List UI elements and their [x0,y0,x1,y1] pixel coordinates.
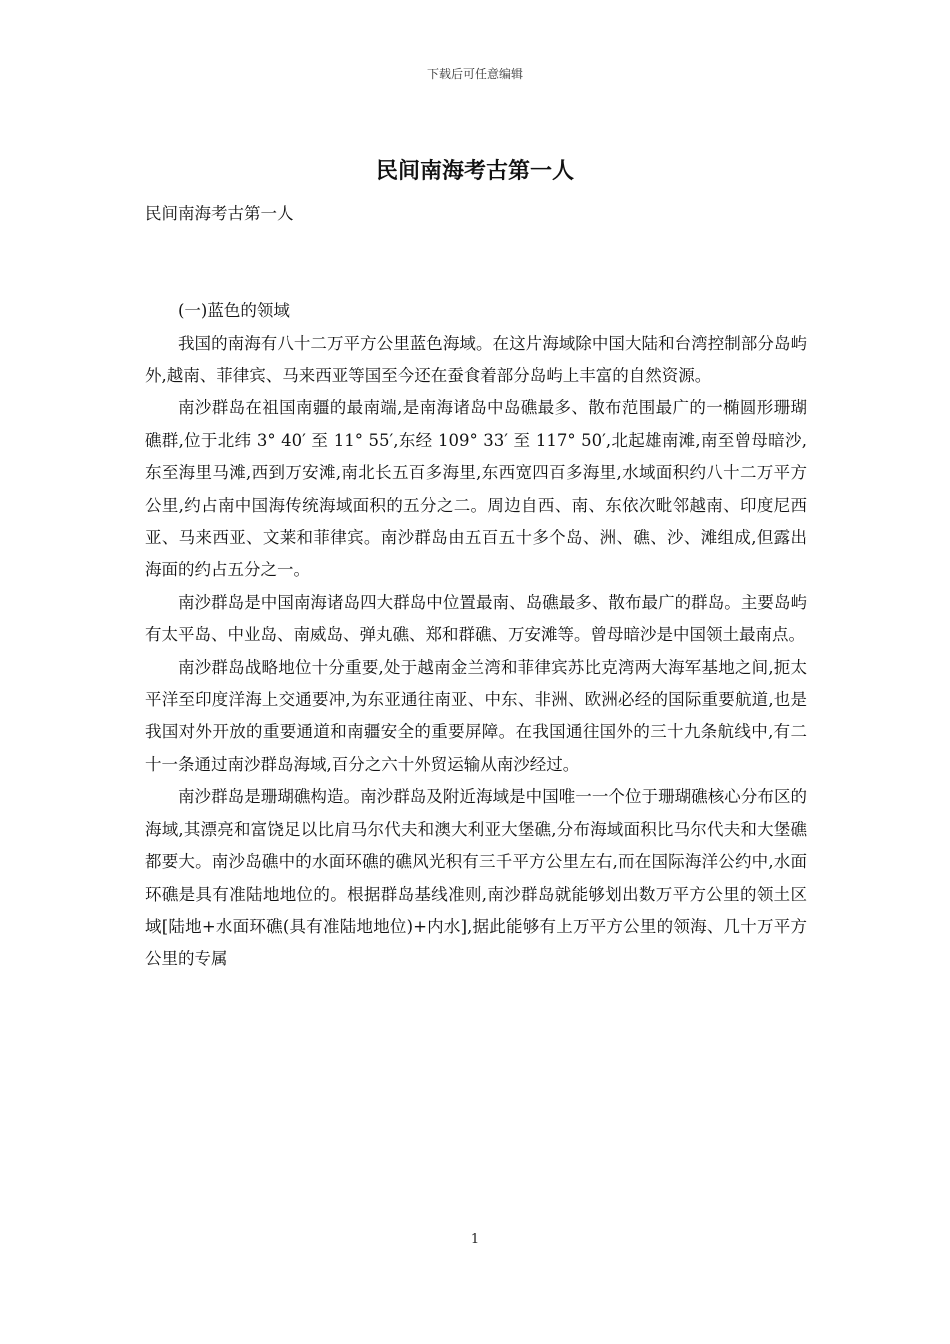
paragraph-3: 南沙群岛是中国南海诸岛四大群岛中位置最南、岛礁最多、散布最广的群岛。主要岛屿有太平岛、中业岛、南威岛、弹丸礁、郑和群礁、万安滩等。曾母暗沙是中国领土最南点。 [145,592,807,645]
section-heading: (一)蓝色的领域 [178,301,290,321]
document-body [145,198,807,976]
header-note: 下载后可任意编辑 [426,67,523,81]
paragraph-1: 我国的南海有八十二万平方公里蓝色海域。在这片海域除中国大陆和台湾控制部分岛屿外,越南、菲律宾、马来西亚等国至今还在蚕食着部分岛屿上丰富的自然资源。 [145,333,807,386]
document-title: 民间南海考古第一人 [375,158,574,184]
paragraph-5: 南沙群岛是珊瑚礁构造。南沙群岛及附近海域是中国唯一一个位于珊瑚礁核心分布区的海域,其漂亮和富饶足以比肩马尔代夫和澳大利亚大堡礁,分布海域面积比马尔代夫和大堡礁都要大。南沙岛礁中的水面环礁的礁风光积有三千平方公里左右,而在国际海洋公约中,水面环礁是具有准陆地地位的。根据群岛基线准则,南沙群岛就能够划出数万平方公里的领土区域[陆地+水面环礁(具有准陆地地位)+内水],据此能够有上万平方公里的领海、几十万平方公里的专属 [145,787,807,969]
blank-space [145,230,807,295]
page-number: 1 [470,1232,480,1247]
paragraph-2: 南沙群岛在祖国南疆的最南端,是南海诸岛中岛礁最多、散布范围最广的一椭圆形珊瑚礁群,位于北纬 3° 40′ 至 11° 55′,东经 109° 33′ 至 117° 50′,北起雄南滩,南至曾母暗沙,东至海里马滩,西到万安滩,南北长五百多海里,东西宽四百多海里,水域面积约八十二万平方公里,约占南中国海传统海域面积的五分之二。周边自西、南、东依次毗邻越南、印度尼西亚、马来西亚、文莱和菲律宾。南沙群岛由五百五十多个岛、洲、礁、沙、滩组成,但露出海面的约占五分之一。 [145,398,807,580]
paragraph-4: 南沙群岛战略地位十分重要,处于越南金兰湾和菲律宾苏比克湾两大海军基地之间,扼太平洋至印度洋海上交通要冲,为东亚通往南亚、中东、非洲、欧洲必经的国际重要航道,也是我国对外开放的重要通道和南疆安全的重要屏障。在我国通往国外的三十九条航线中,有二十一条通过南沙群岛海域,百分之六十外贸运输从南沙经过。 [145,657,807,774]
subtitle-line: 民间南海考古第一人 [145,204,294,223]
